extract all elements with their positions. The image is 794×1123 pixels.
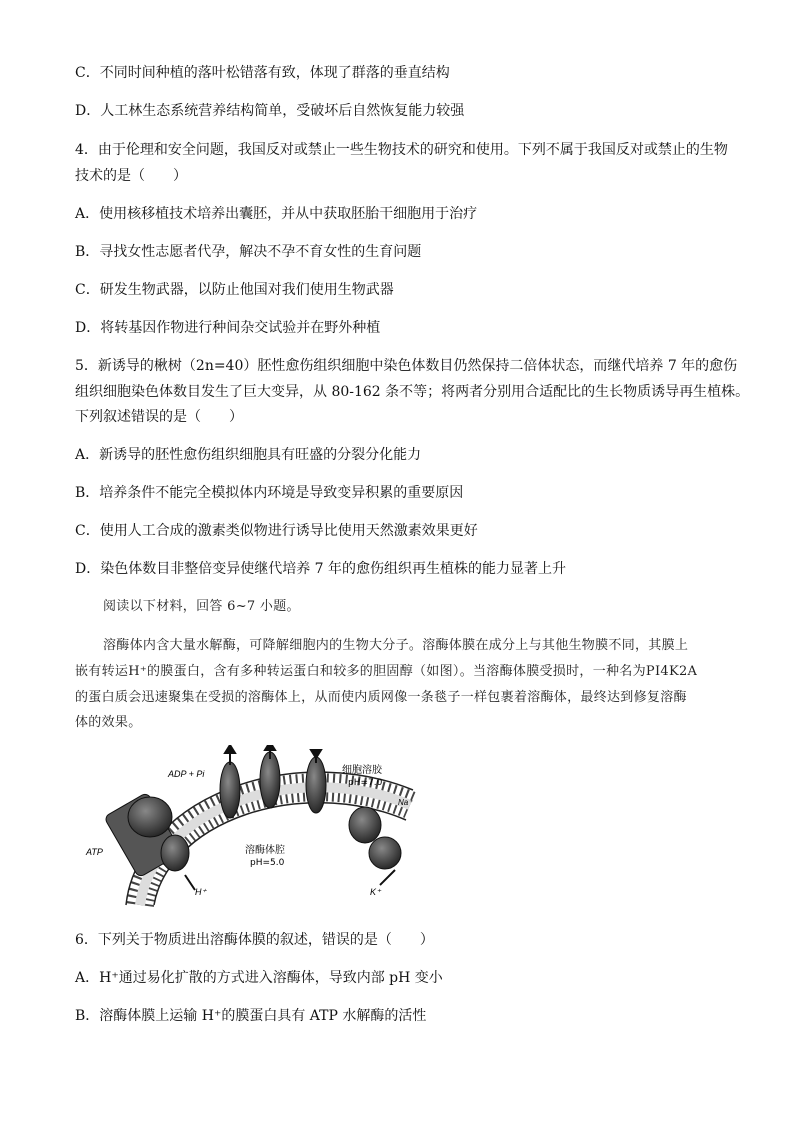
option-4a: A．使用核移植技术培养出囊胚，并从中获取胚胎干细胞用于治疗 [75,206,478,222]
question-4-stem-line1: 4．由于伦理和安全问题，我国反对或禁止一些生物技术的研究和使用。下列不属于我国反对或禁止的生物 [75,142,728,158]
label-k: K⁺ [370,887,381,897]
reading-paragraph-line3: 的蛋白质会迅速聚集在受损的溶酶体上，从而使内质网像一条毯子一样包裹着溶酶体，最终达到修复溶酶 [75,690,687,705]
reading-paragraph-line4: 体的效果。 [75,715,142,730]
option-3c: C．不同时间种植的落叶松错落有致，体现了群落的垂直结构 [75,65,450,81]
atpase-pump [104,792,189,878]
label-cytosol: 细胞溶胶 [342,765,382,776]
option-4d: D．将转基因作物进行种间杂交试验并在野外种植 [75,320,381,336]
option-5b: B．培养条件不能完全模拟体内环境是导致变异积累的重要原因 [75,485,464,501]
option-6b: B．溶酶体膜上运输 H⁺的膜蛋白具有 ATP 水解酶的活性 [75,1008,427,1024]
label-na: Na⁺ [398,798,413,807]
reading-paragraph-line2: 嵌有转运H⁺的膜蛋白，含有多种转运蛋白和较多的胆固醇（如图）。当溶酶体膜受损时，一种名为PI4K2A [75,664,698,679]
option-5d: D．染色体数目非整倍变异使继代培养 7 年的愈伤组织再生植株的能力显著上升 [75,561,567,577]
option-5a: A．新诱导的胚性愈伤组织细胞具有旺盛的分裂分化能力 [75,447,422,463]
label-atp: ATP [86,847,103,857]
question-5-stem-line2: 组织细胞染色体数目发生了巨大变异，从 80-162 条不等；将两者分别用合适配比的生长物质诱导再生植株。 [75,384,750,400]
question-5-stem-line3: 下列叙述错误的是（ ） [75,409,243,425]
lysosome-membrane-figure [80,745,420,910]
option-4b: B．寻找女性志愿者代孕，解决不孕不育女性的生育问题 [75,244,422,260]
label-h: H⁺ [195,887,207,897]
question-4-stem-line2: 技术的是（ ） [75,168,187,184]
reading-intro: 阅读以下材料，回答 6~7 小题。 [103,599,300,614]
option-5c: C．使用人工合成的激素类似物进行诱导比使用天然激素效果更好 [75,523,478,539]
question-6-stem: 6．下列关于物质进出溶酶体膜的叙述，错误的是（ ） [75,932,434,948]
label-lumen: 溶酶体腔 [245,845,285,856]
label-cytosol-ph: pH=7.0 [348,778,383,788]
question-5-stem-line1: 5．新诱导的楸树（2n=40）胚性愈伤组织细胞中染色体数目仍然保持二倍体状态，而继代培养 7 年的愈伤 [75,358,738,374]
reading-paragraph-line1: 溶酶体内含大量水解酶，可降解细胞内的生物大分子。溶酶体膜在成分上与其他生物膜不同，其膜上 [103,638,689,653]
label-adp: ADP + Pi [168,769,205,779]
option-3d: D．人工林生态系统营养结构简单，受破坏后自然恢复能力较强 [75,103,465,119]
label-lumen-ph: pH=5.0 [250,858,285,868]
option-6a: A．H⁺通过易化扩散的方式进入溶酶体，导致内部 pH 变小 [75,970,443,986]
option-4c: C．研发生物武器，以防止他国对我们使用生物武器 [75,282,394,298]
